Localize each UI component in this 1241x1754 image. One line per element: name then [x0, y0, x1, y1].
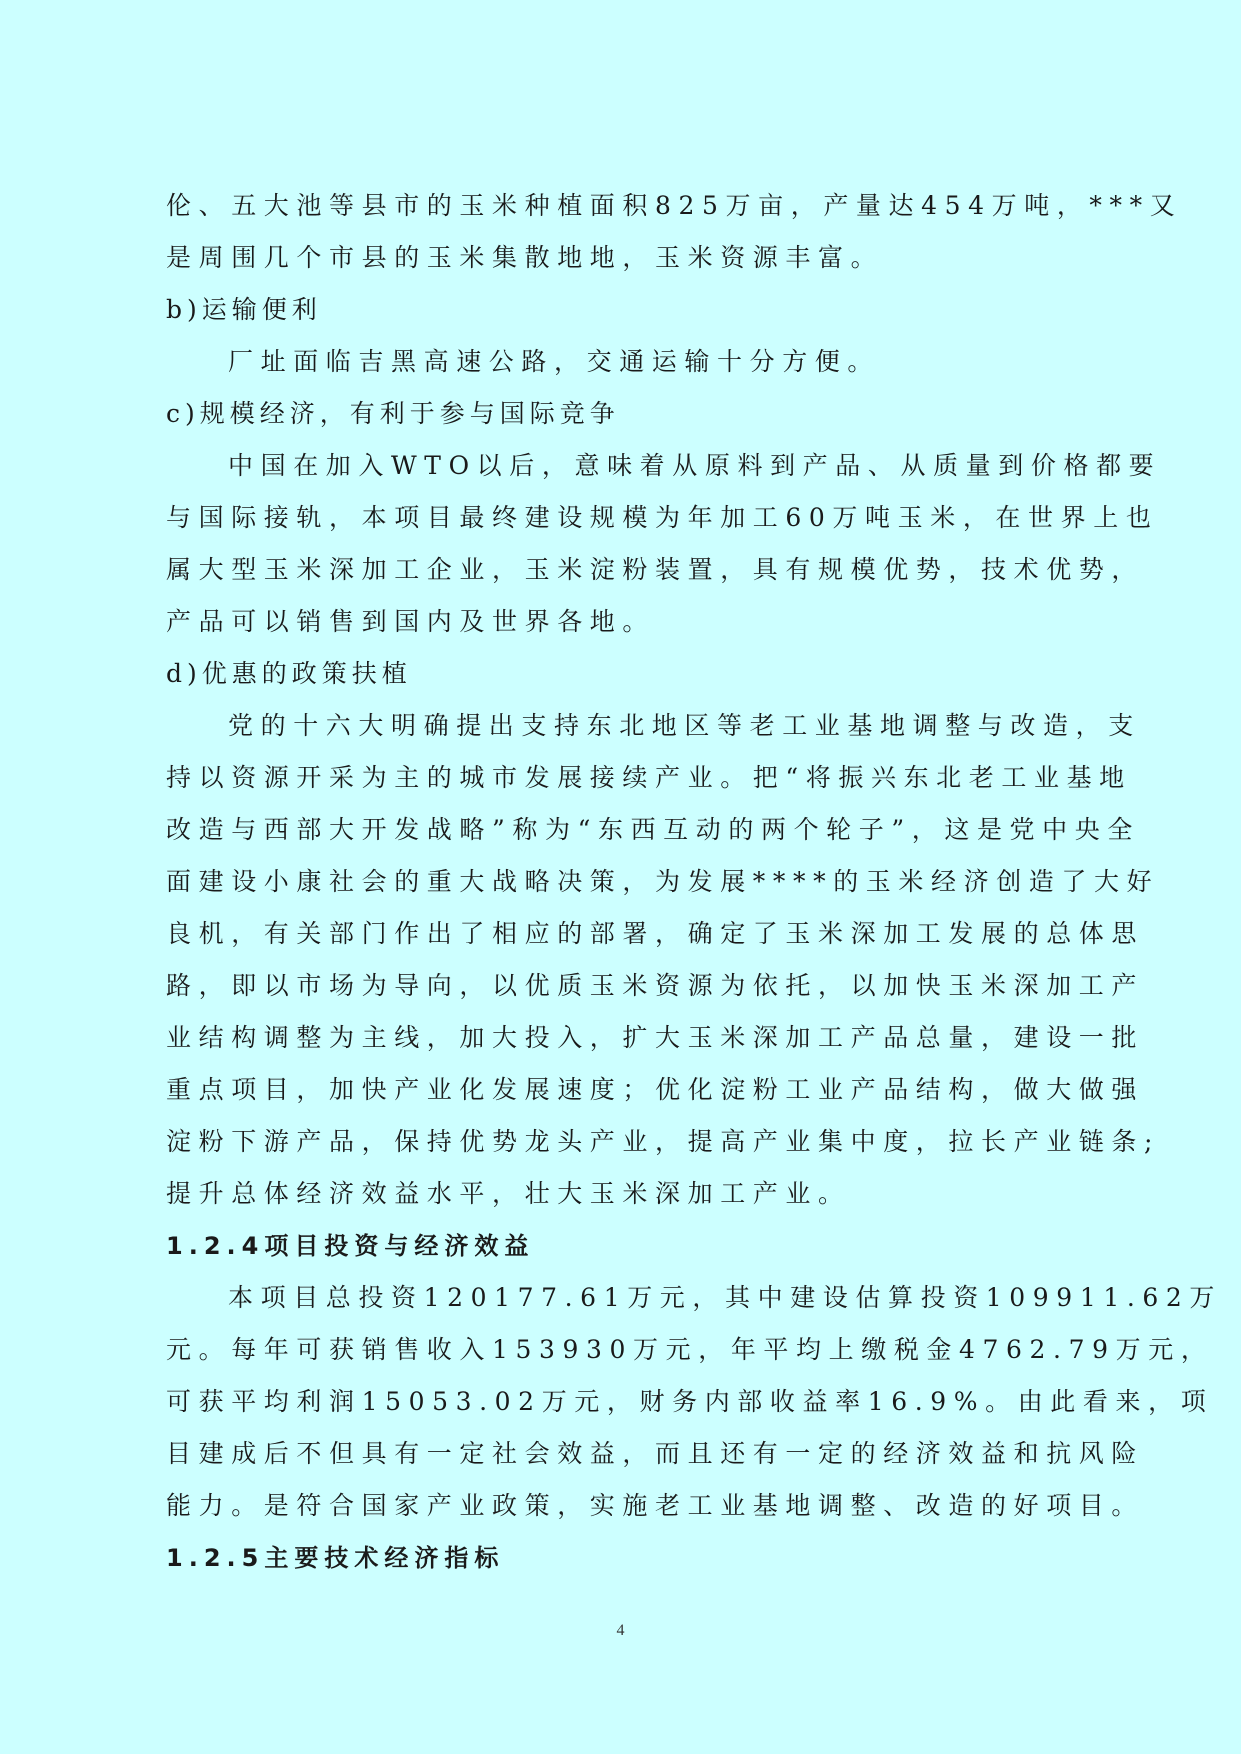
paragraph-line: 是周围几个市县的玉米集散地地，玉米资源丰富。: [166, 243, 884, 272]
section-heading: 1.2.4项目投资与经济效益: [166, 1232, 535, 1260]
paragraph-line: 持以资源开采为主的城市发展接续产业。把“将振兴东北老工业基地: [166, 763, 1132, 792]
paragraph-line: 重点项目，加快产业化发展速度；优化淀粉工业产品结构，做大做强: [166, 1075, 1145, 1104]
document-body: [166, 180, 1222, 1584]
subsection-title: c)规模经济，有利于参与国际竞争: [166, 399, 620, 428]
paragraph-line: 目建成后不但具有一定社会效益，而且还有一定的经济效益和抗风险: [166, 1439, 1145, 1468]
paragraph-line: 产品可以销售到国内及世界各地。: [166, 607, 656, 636]
paragraph-line: 伦、五大池等县市的玉米种植面积825万亩，产量达454万吨，***又: [166, 191, 1183, 220]
paragraph-line: 可获平均利润15053.02万元，财务内部收益率16.9%。由此看来，项: [166, 1387, 1214, 1416]
paragraph-line: 面建设小康社会的重大战略决策，为发展****的玉米经济创造了大好: [166, 867, 1160, 896]
paragraph-line: 业结构调整为主线，加大投入，扩大玉米深加工产品总量，建设一批: [166, 1023, 1145, 1052]
paragraph-line: 路，即以市场为导向，以优质玉米资源为依托，以加快玉米深加工产: [166, 971, 1145, 1000]
paragraph-line: 本项目总投资120177.61万元，其中建设估算投资109911.62万: [228, 1283, 1222, 1312]
paragraph-line: 提升总体经济效益水平，壮大玉米深加工产业。: [166, 1179, 851, 1208]
paragraph-line: 元。每年可获销售收入153930万元，年平均上缴税金4762.79万元，: [166, 1335, 1214, 1364]
paragraph-line: 党的十六大明确提出支持东北地区等老工业基地调整与改造，支: [228, 711, 1141, 740]
paragraph-line: 属大型玉米深加工企业，玉米淀粉装置，具有规模优势，技术优势，: [166, 555, 1145, 584]
paragraph-line: 改造与西部大开发战略”称为“东西互动的两个轮子”，这是党中央全: [166, 815, 1140, 844]
paragraph-line: 中国在加入WTO以后，意味着从原料到产品、从质量到价格都要: [228, 451, 1162, 480]
paragraph-line: 淀粉下游产品，保持优势龙头产业，提高产业集中度，拉长产业链条;: [166, 1127, 1161, 1156]
section-heading: 1.2.5主要技术经济指标: [166, 1544, 505, 1572]
paragraph-line: 良机，有关部门作出了相应的部署，确定了玉米深加工发展的总体思: [166, 919, 1145, 948]
page-number: 4: [616, 1622, 625, 1639]
paragraph-line: 与国际接轨，本项目最终建设规模为年加工60万吨玉米，在世界上也: [166, 503, 1159, 532]
paragraph-line: 厂址面临吉黑高速公路，交通运输十分方便。: [228, 347, 881, 376]
subsection-title: d)优惠的政策扶植: [166, 659, 412, 688]
paragraph-line: 能力。是符合国家产业政策，实施老工业基地调整、改造的好项目。: [166, 1491, 1145, 1520]
subsection-title: b)运输便利: [166, 295, 322, 324]
